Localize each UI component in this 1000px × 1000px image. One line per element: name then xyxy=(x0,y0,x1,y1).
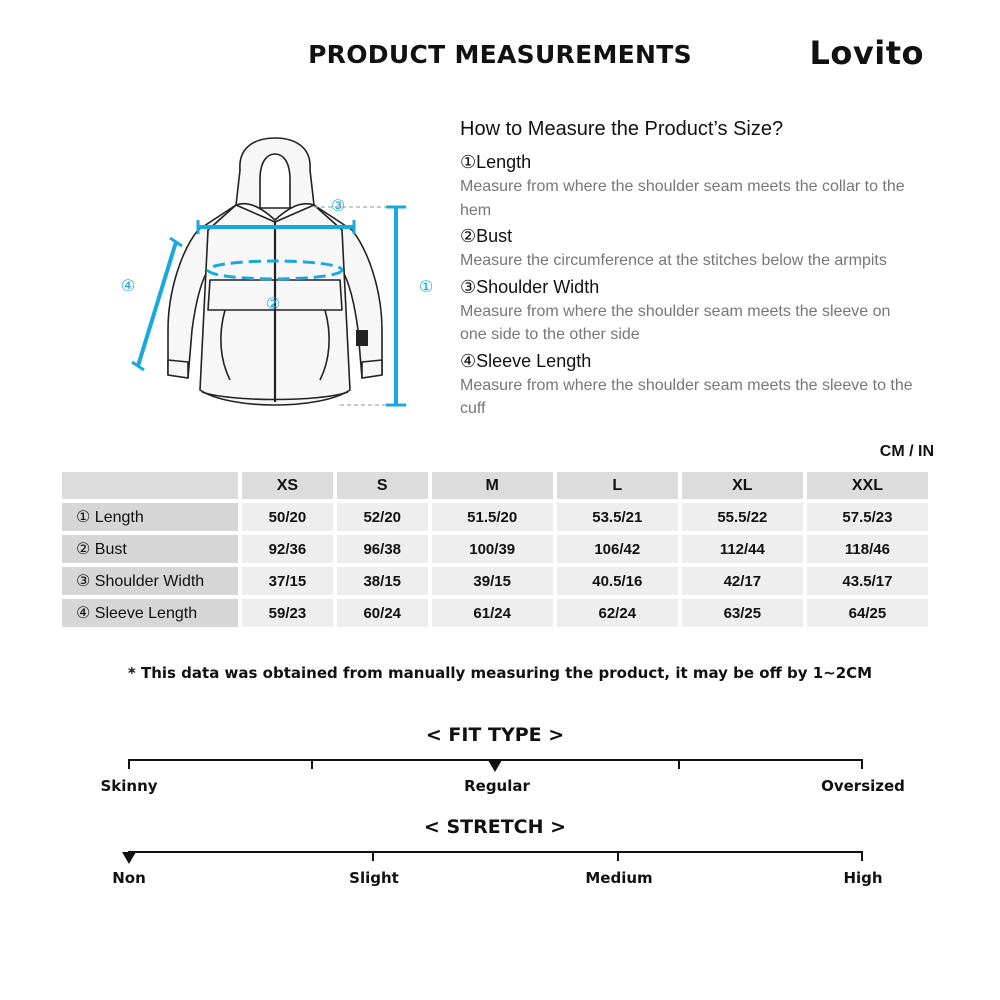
guide-heading: How to Measure the Product’s Size? xyxy=(460,118,784,140)
table-cell: 62/24 xyxy=(557,599,678,627)
table-cell: 57.5/23 xyxy=(807,503,928,531)
stretch-scale xyxy=(128,851,863,853)
marker-sleeve: ④ xyxy=(120,276,136,295)
stretch-indicator-icon xyxy=(122,852,136,864)
table-header-row xyxy=(62,472,928,499)
fit-tick xyxy=(861,759,863,769)
table-cell: 37/15 xyxy=(242,567,333,595)
unit-label: CM / IN xyxy=(879,443,934,460)
garment-diagram xyxy=(110,130,450,420)
table-cell: 38/15 xyxy=(337,567,428,595)
table-cell: 112/44 xyxy=(682,535,803,563)
stretch-label-slight: Slight xyxy=(349,869,399,887)
row-label: ② Bust xyxy=(62,535,238,563)
fit-indicator-icon xyxy=(488,760,502,772)
step-bust-desc: Measure the circumference at the stitches below the armpits xyxy=(460,252,887,269)
stretch-label-medium: Medium xyxy=(585,869,653,887)
stretch-tick xyxy=(372,851,374,861)
fit-label-oversized: Oversized xyxy=(821,777,905,795)
fit-tick xyxy=(311,759,313,769)
table-row xyxy=(62,535,928,563)
column-header: XS xyxy=(242,472,333,499)
table-cell: 61/24 xyxy=(432,599,553,627)
step-sleeve-title: ④Sleeve Length xyxy=(460,350,592,371)
stretch-title: < STRETCH > xyxy=(423,816,567,838)
table-cell: 59/23 xyxy=(242,599,333,627)
table-cell: 60/24 xyxy=(337,599,428,627)
column-header: L xyxy=(557,472,678,499)
step-shoulder-title: ③Shoulder Width xyxy=(460,276,600,297)
stretch-label-high: High xyxy=(843,869,883,887)
brand-logo: Lovito xyxy=(809,34,924,72)
table-cell: 40.5/16 xyxy=(557,567,678,595)
row-label: ① Length xyxy=(62,503,238,531)
table-cell: 92/36 xyxy=(242,535,333,563)
fit-tick xyxy=(678,759,680,769)
table-cell: 51.5/20 xyxy=(432,503,553,531)
marker-length: ① xyxy=(418,277,434,296)
page-title: PRODUCT MEASUREMENTS xyxy=(308,40,692,69)
fit-label-regular: Regular xyxy=(464,777,530,795)
marker-shoulder: ③ xyxy=(330,196,346,215)
table-cell: 39/15 xyxy=(432,567,553,595)
step-bust-title: ②Bust xyxy=(460,226,513,246)
fit-tick xyxy=(128,759,130,769)
table-cell: 100/39 xyxy=(432,535,553,563)
table-cell: 118/46 xyxy=(807,535,928,563)
fit-type-title: < FIT TYPE > xyxy=(425,724,565,746)
measurement-note: * This data was obtained from manually measuring the product, it may be off by 1~2CM xyxy=(127,664,873,682)
table-cell: 53.5/21 xyxy=(557,503,678,531)
stretch-tick xyxy=(861,851,863,861)
table-row xyxy=(62,503,928,531)
table-cell: 50/20 xyxy=(242,503,333,531)
stretch-tick xyxy=(617,851,619,861)
table-cell: 96/38 xyxy=(337,535,428,563)
fit-label-skinny: Skinny xyxy=(100,777,158,795)
stretch-label-non: Non xyxy=(112,869,146,887)
table-cell: 63/25 xyxy=(682,599,803,627)
column-header: M xyxy=(432,472,553,499)
step-length-title: ①Length xyxy=(460,152,532,172)
step-length-desc: Measure from where the shoulder seam meets the collar to the hem xyxy=(460,178,905,219)
table-row xyxy=(62,567,928,595)
marker-bust: ② xyxy=(265,294,281,313)
size-table xyxy=(58,468,932,631)
step-sleeve-desc: Measure from where the shoulder seam meets the sleeve to the cuff xyxy=(460,376,913,417)
table-cell: 106/42 xyxy=(557,535,678,563)
table-cell: 52/20 xyxy=(337,503,428,531)
table-cell: 64/25 xyxy=(807,599,928,627)
column-header: XL xyxy=(682,472,803,499)
row-label: ④ Sleeve Length xyxy=(62,599,238,627)
table-cell: 42/17 xyxy=(682,567,803,595)
column-header: XXL xyxy=(807,472,928,499)
row-label: ③ Shoulder Width xyxy=(62,567,238,595)
table-row xyxy=(62,599,928,627)
column-header: S xyxy=(337,472,428,499)
hoodie-outline-icon xyxy=(168,138,382,405)
table-cell: 55.5/22 xyxy=(682,503,803,531)
step-shoulder-desc: Measure from where the shoulder seam meets the sleeve on one side to the other side xyxy=(460,302,891,343)
table-corner xyxy=(62,472,238,499)
table-cell: 43.5/17 xyxy=(807,567,928,595)
measure-guide xyxy=(460,118,920,424)
